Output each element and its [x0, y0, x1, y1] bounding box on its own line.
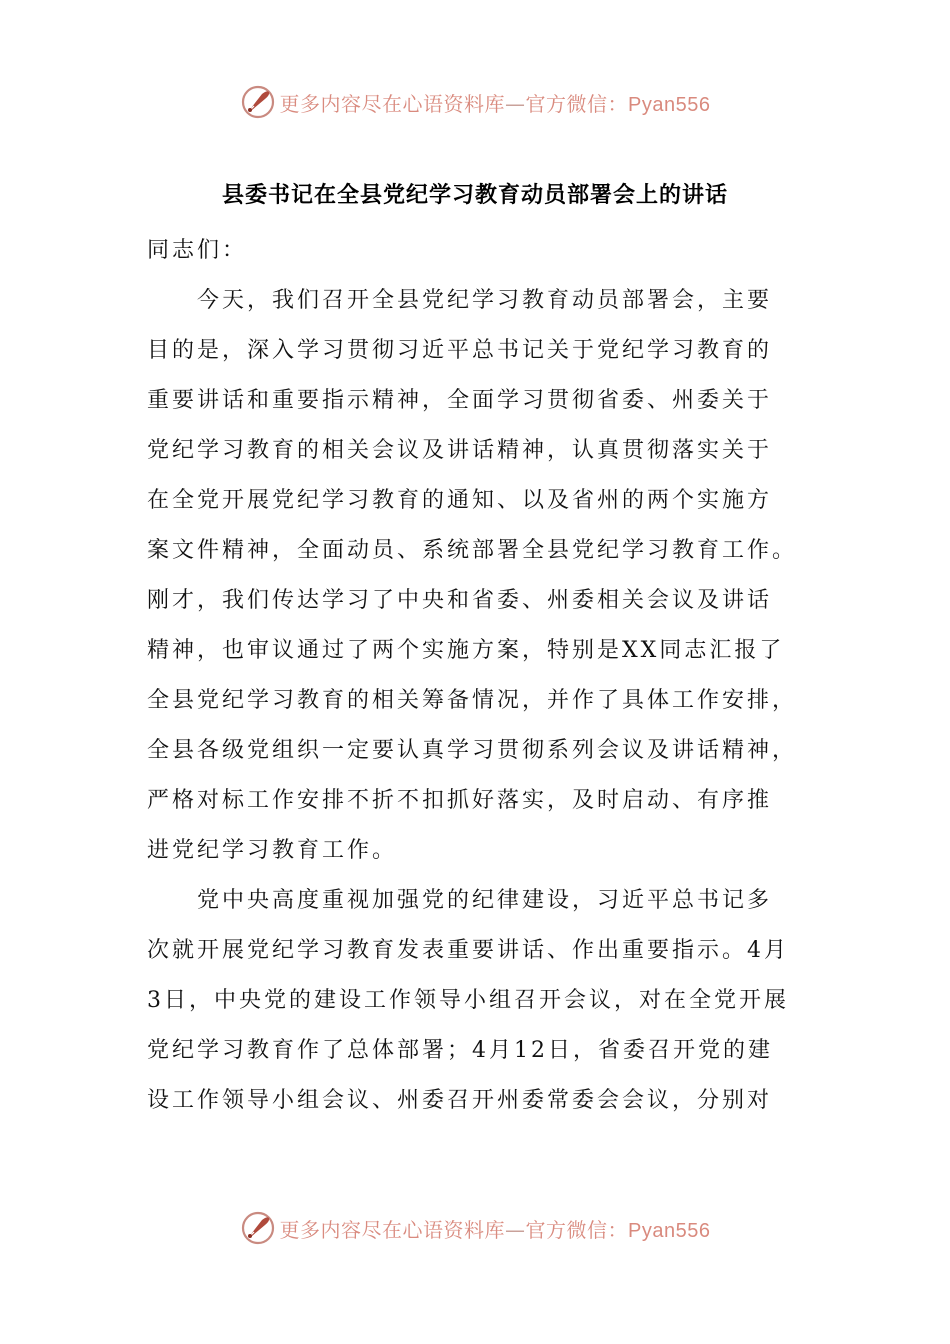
watermark-main-text: 更多内容尽在心语资料库 — [279, 91, 506, 116]
paragraph — [147, 876, 807, 1126]
footer-watermark-banner — [0, 1208, 950, 1248]
watermark-dash: — — [505, 1217, 526, 1242]
text-line: 刚才，我们传达学习了中央和省委、州委相关会议及讲话 — [147, 588, 773, 613]
text-line: 目的是，深入学习贯彻习近平总书记关于党纪学习教育的 — [147, 338, 773, 363]
watermark-text — [280, 1214, 711, 1243]
quill-logo-icon — [240, 1210, 276, 1246]
watermark-main-text: 更多内容尽在心语资料库 — [279, 1217, 506, 1242]
document-title: 县委书记在全县党纪学习教育动员部署会上的讲话 — [221, 183, 728, 208]
text-line: 全县各级党组织一定要认真学习贯彻系列会议及讲话精神， — [147, 738, 798, 763]
header-watermark-banner — [0, 82, 950, 122]
quill-logo-icon — [240, 84, 276, 120]
text-line: 次就开展党纪学习教育发表重要讲话、作出重要指示。4月 — [147, 938, 789, 963]
paragraph — [147, 276, 807, 876]
watermark-text — [280, 88, 711, 117]
text-line: 党纪学习教育作了总体部署；4月12日，省委召开党的建 — [147, 1038, 773, 1063]
salutation: 同志们： — [147, 238, 248, 263]
text-line: 重要讲话和重要指示精神，全面学习贯彻省委、州委关于 — [147, 388, 773, 413]
text-line: 党纪学习教育的相关会议及讲话精神，认真贯彻落实关于 — [147, 438, 773, 463]
text-line: 严格对标工作安排不折不扣抓好落实，及时启动、有序推 — [147, 788, 773, 813]
watermark-contact-text: 官方微信：Pyan556 — [525, 1219, 711, 1242]
text-line: 3日，中央党的建设工作领导小组召开会议，对在全党开展 — [147, 988, 789, 1013]
watermark-contact-text: 官方微信：Pyan556 — [525, 93, 711, 116]
text-line: 设工作领导小组会议、州委召开州委常委会会议，分别对 — [147, 1088, 773, 1113]
document-body — [147, 226, 807, 1126]
text-line: 在全党开展党纪学习教育的通知、以及省州的两个实施方 — [147, 488, 773, 513]
text-line: 进党纪学习教育工作。 — [147, 838, 398, 863]
text-line: 全县党纪学习教育的相关筹备情况，并作了具体工作安排， — [147, 688, 798, 713]
text-line: 案文件精神，全面动员、系统部署全县党纪学习教育工作。 — [147, 538, 798, 563]
text-line: 今天，我们召开全县党纪学习教育动员部署会，主要 — [197, 288, 773, 313]
watermark-dash: — — [505, 91, 526, 116]
text-line: 精神，也审议通过了两个实施方案，特别是XX同志汇报了 — [147, 638, 785, 663]
text-line: 党中央高度重视加强党的纪律建设，习近平总书记多 — [197, 888, 773, 913]
